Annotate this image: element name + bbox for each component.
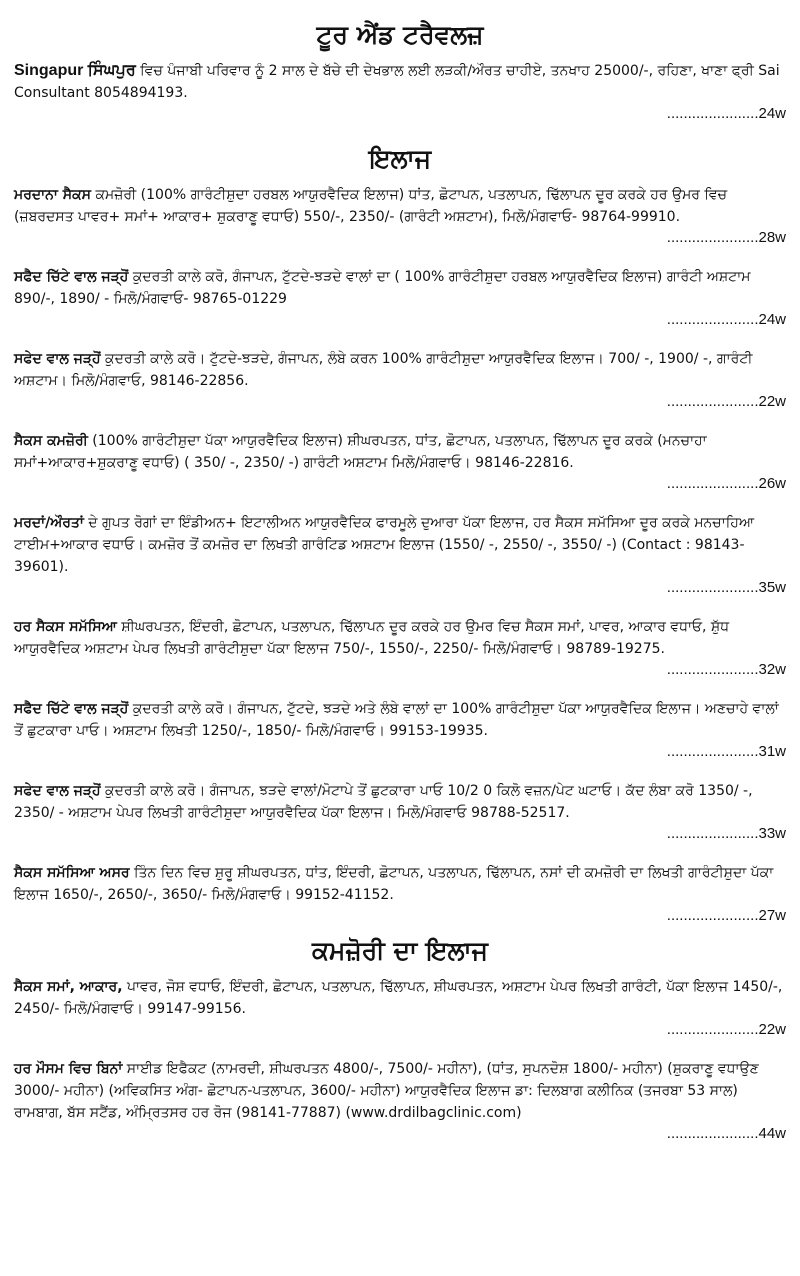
ad-body: ਸਾਈਡ ਇਫੈਕਟ (ਨਾਮਰਦੀ, ਸ਼ੀਘਰਪਤਨ 4800/-, 7500/- ਮਹੀਨਾ), (ਧਾਂਤ, ਸੁਪਨਦੋਸ਼ 1800/- ਮਹੀਨਾ) (ਸ਼ੁਕਰਾਣੂ ਵਧਾਉਣ 3000/- ਮਹੀਨਾ) (ਅਵਿਕਸਿਤ ਅੰਗ- ਛੋਟਾਪਨ-ਪਤਲਾਪਨ, 3600/- ਮਹੀਨਾ) ਆਯੁਰਵੈਦਿਕ ਇਲਾਜ ਡਾ: ਦਿਲਬਾਗ ਕਲੀਨਿਕ (ਤਜਰਬਾ 53 ਸਾਲ) ਰਾਮਬਾਗ, ਬੱਸ ਸਟੈਂਡ, ਅੰਮ੍ਰਿਤਸਰ ਹਰ ਰੋਜ (98141-77887) (www.drdilbagclinic.com) <box>14 1061 759 1121</box>
ad-body: ਦੇ ਗੁਪਤ ਰੋਗਾਂ ਦਾ ਇੰਡੀਅਨ+ ਇਟਾਲੀਅਨ ਆਯੁਰਵੈਦਿਕ ਫਾਰਮੂਲੇ ਦੁਆਰਾ ਪੱਕਾ ਇਲਾਜ, ਹਰ ਸੈਕਸ ਸਮੱਸਿਆ ਦੂਰ ਕਰਕੇ ਮਨਚਾਹਿਆ ਟਾਈਮ+ਆਕਾਰ ਵਧਾਓ। ਕਮਜ਼ੋਰ ਤੋਂ ਕਮਜ਼ੋਰ ਦਾ ਲਿਖਤੀ ਗਾਰੰਟਿਡ ਅਸ਼ਟਾਮ ਇਲਾਜ (1550/ -, 2550/ -, 3550/ -) (Contact : 98143-39601). <box>14 515 755 575</box>
ad-lead: ਸੈਕਸ ਸਮਾਂ, ਆਕਾਰ, <box>14 979 123 995</box>
ad-lead: ਸੈਕਸ ਸਮੱਸਿਆ ਅਸਰ <box>14 865 130 881</box>
classified-ad <box>14 780 786 844</box>
ad-lead: ਸੈਕਸ ਕਮਜ਼ੋਰੀ <box>14 433 88 449</box>
ad-code: ......................27w <box>666 907 786 924</box>
classified-ad <box>14 184 786 248</box>
ad-lead: ਮਰਦਾਨਾ ਸੈਕਸ <box>14 187 91 203</box>
classified-ad <box>14 266 786 330</box>
ad-code: ......................35w <box>666 579 786 596</box>
ad-body: ਕੁਦਰਤੀ ਕਾਲੇ ਕਰੋ, ਗੰਜਾਪਨ, ਟੁੱਟਦੇ-ਝੜਦੇ ਵਾਲਾਂ ਦਾ ( 100% ਗਾਰੰਟੀਸ਼ੁਦਾ ਹਰਬਲ ਆਯੁਰਵੈਦਿਕ ਇਲਾਜ) ਗਾਰੰਟੀ ਅਸ਼ਟਾਮ 890/-, 1890/ - ਮਿਲੋ/ਮੰਗਵਾਓ- 98765-01229 <box>14 269 751 307</box>
section-heading-tours: ਟੂਰ ਐਂਡ ਟਰੈਵਲਜ਼ <box>316 20 484 49</box>
ad-lead: ਸਫੈਦ ਚਿੱਟੇ ਵਾਲ ਜੜ੍ਹੋਂ <box>14 269 129 285</box>
classified-ad <box>14 348 786 412</box>
ad-body: ਕੁਦਰਤੀ ਕਾਲੇ ਕਰੋ। ਗੰਜਾਪਨ, ਟੁੱਟਦੇ, ਝੜਦੇ ਅਤੇ ਲੰਬੇ ਵਾਲਾਂ ਦਾ 100% ਗਾਰੰਟੀਸ਼ੁਦਾ ਪੱਕਾ ਆਯੁਰਵੈਦਿਕ ਇਲਾਜ। ਅਣਚਾਹੇ ਵਾਲਾਂ ਤੋਂ ਛੁਟਕਾਰਾ ਪਾਓ। ਅਸ਼ਟਾਮ ਲਿਖਤੀ 1250/-, 1850/- ਮਿਲੋ/ਮੰਗਵਾਓ। 99153-19935. <box>14 701 779 739</box>
classified-ad <box>14 60 786 124</box>
ad-lead: ਸਫੇਦ ਵਾਲ ਜੜ੍ਹੋਂ <box>14 351 101 367</box>
ad-code: ......................32w <box>666 661 786 678</box>
classified-ad <box>14 1058 786 1144</box>
classified-ad <box>14 430 786 494</box>
classified-ad <box>14 976 786 1040</box>
ad-lead: ਮਰਦਾਂ/ਔਰਤਾਂ <box>14 515 84 531</box>
ad-lead: ਹਰ ਮੌਸਮ ਵਿਚ ਬਿਨਾਂ <box>14 1061 123 1077</box>
ad-code: ......................26w <box>666 475 786 492</box>
ad-code: ......................24w <box>666 311 786 328</box>
ad-body: ਕਮਜ਼ੋਰੀ (100% ਗਾਰੰਟੀਸ਼ੁਦਾ ਹਰਬਲ ਆਯੁਰਵੈਦਿਕ ਇਲਾਜ) ਧਾਂਤ, ਛੋਟਾਪਨ, ਪਤਲਾਪਨ, ਢਿੱਲਾਪਨ ਦੂਰ ਕਰਕੇ ਹਰ ਉਮਰ ਵਿਚ (ਜ਼ਬਰਦਸਤ ਪਾਵਰ+ ਸਮਾਂ+ ਆਕਾਰ+ ਸ਼ੁਕਰਾਣੂ ਵਧਾਓ) 550/-, 2350/- (ਗਾਰੰਟੀ ਅਸ਼ਟਾਮ), ਮਿਲੋ/ਮੰਗਵਾਓ- 98764-99910. <box>14 187 728 225</box>
section-heading-weakness-treatment: ਕਮਜ਼ੋਰੀ ਦਾ ਇਲਾਜ <box>311 936 489 965</box>
ad-body: ਵਿਚ ਪੰਜਾਬੀ ਪਰਿਵਾਰ ਨੂੰ 2 ਸਾਲ ਦੇ ਬੱਚੇ ਦੀ ਦੇਖਭਾਲ ਲਈ ਲੜਕੀ/ਔਰਤ ਚਾਹੀਏ, ਤਨਖਾਹ 25000/-, ਰਹਿਣਾ, ਖਾਣਾ ਫ੍ਰੀ Sai Consultant 8054894193. <box>14 63 780 101</box>
ad-code: ......................44w <box>666 1125 786 1142</box>
ad-lead: Singapur ਸਿੰਘਪੁਰ <box>14 62 136 79</box>
ad-body: ਤਿੰਨ ਦਿਨ ਵਿਚ ਸ਼ੁਰੂ ਸ਼ੀਘਰਪਤਨ, ਧਾਂਤ, ਇੰਦਰੀ, ਛੋਟਾਪਨ, ਪਤਲਾਪਨ, ਢਿੱਲਾਪਨ, ਨਸਾਂ ਦੀ ਕਮਜ਼ੋਰੀ ਦਾ ਲਿਖਤੀ ਗਾਰੰਟੀਸ਼ੁਦਾ ਪੱਕਾ ਇਲਾਜ 1650/-, 2650/-, 3650/- ਮਿਲੋ/ਮੰਗਵਾਓ। 99152-41152. <box>14 865 774 903</box>
ad-code: ......................28w <box>666 229 786 246</box>
section-heading-treatment: ਇਲਾਜ <box>368 144 432 173</box>
ad-body: ਕੁਦਰਤੀ ਕਾਲੇ ਕਰੋ। ਟੁੱਟਦੇ-ਝੜਦੇ, ਗੰਜਾਪਨ, ਲੰਬੇ ਕਰਨ 100% ਗਾਰੰਟੀਸ਼ੁਦਾ ਆਯੁਰਵੈਦਿਕ ਇਲਾਜ। 700/ -, 1900/ -, ਗਾਰੰਟੀ ਅਸ਼ਟਾਮ। ਮਿਲੋ/ਮੰਗਵਾਓ, 98146-22856. <box>14 351 753 389</box>
classified-ad <box>14 616 786 680</box>
ad-code: ......................31w <box>666 743 786 760</box>
ad-code: ......................22w <box>666 393 786 410</box>
ad-body: (100% ਗਾਰੰਟੀਸ਼ੁਦਾ ਪੱਕਾ ਆਯੁਰਵੈਦਿਕ ਇਲਾਜ) ਸ਼ੀਘਰਪਤਨ, ਧਾਂਤ, ਛੋਟਾਪਨ, ਪਤਲਾਪਨ, ਢਿੱਲਾਪਨ ਦੂਰ ਕਰਕੇ (ਮਨਚਾਹਾ ਸਮਾਂ+ਆਕਾਰ+ਸ਼ੁਕਰਾਣੂ ਵਧਾਓ) ( 350/ -, 2350/ -) ਗਾਰੰਟੀ ਅਸ਼ਟਾਮ ਮਿਲੋ/ਮੰਗਵਾਓ। 98146-22816. <box>14 433 707 471</box>
ad-body: ਪਾਵਰ, ਜੋਸ਼ ਵਧਾਓ, ਇੰਦਰੀ, ਛੋਟਾਪਨ, ਪਤਲਾਪਨ, ਢਿੱਲਾਪਨ, ਸ਼ੀਘਰਪਤਨ, ਅਸ਼ਟਾਮ ਪੇਪਰ ਲਿਖਤੀ ਗਾਰੰਟੀ, ਪੱਕਾ ਇਲਾਜ 1450/-, 2450/- ਮਿਲੋ/ਮੰਗਵਾਓ। 99147-99156. <box>14 979 783 1017</box>
ad-body: ਸ਼ੀਘਰਪਤਨ, ਇੰਦਰੀ, ਛੋਟਾਪਨ, ਪਤਲਾਪਨ, ਢਿੱਲਾਪਨ ਦੂਰ ਕਰਕੇ ਹਰ ਉਮਰ ਵਿਚ ਸੈਕਸ ਸਮਾਂ, ਪਾਵਰ, ਆਕਾਰ ਵਧਾਓ, ਸ਼ੁੱਧ ਆਯੁਰਵੈਦਿਕ ਅਸ਼ਟਾਮ ਪੇਪਰ ਲਿਖਤੀ ਗਾਰੰਟੀਸ਼ੁਦਾ ਪੱਕਾ ਇਲਾਜ 750/-, 1550/-, 2250/- ਮਿਲੋ/ਮੰਗਵਾਓ। 98789-19275. <box>14 619 730 657</box>
ad-code: ......................22w <box>666 1021 786 1038</box>
ad-body: ਕੁਦਰਤੀ ਕਾਲੇ ਕਰੋ। ਗੰਜਾਪਨ, ਝੜਦੇ ਵਾਲਾਂ/ਮੋਟਾਪੇ ਤੋਂ ਛੁਟਕਾਰਾ ਪਾਓ 10/2 0 ਕਿਲੋ ਵਜ਼ਨ/ਪੇਟ ਘਟਾਓ। ਕੱਦ ਲੰਬਾ ਕਰੋ 1350/ -, 2350/ - ਅਸ਼ਟਾਮ ਪੇਪਰ ਲਿਖਤੀ ਗਾਰੰਟੀਸ਼ੁਦਾ ਆਯੁਰਵੈਦਿਕ ਪੱਕਾ ਇਲਾਜ। ਮਿਲੋ/ਮੰਗਵਾਓ 98788-52517. <box>14 783 753 821</box>
ad-code: ......................33w <box>666 825 786 842</box>
ad-lead: ਹਰ ਸੈਕਸ ਸਮੱਸਿਆ <box>14 619 117 635</box>
ad-code: ......................24w <box>666 105 786 122</box>
classified-ad <box>14 698 786 762</box>
classified-ad <box>14 512 786 598</box>
classified-ad <box>14 862 786 926</box>
ad-lead: ਸਫੇਦ ਵਾਲ ਜੜ੍ਹੋਂ <box>14 783 101 799</box>
ad-lead: ਸਫੈਦ ਚਿੱਟੇ ਵਾਲ ਜੜ੍ਹੋਂ <box>14 701 129 717</box>
